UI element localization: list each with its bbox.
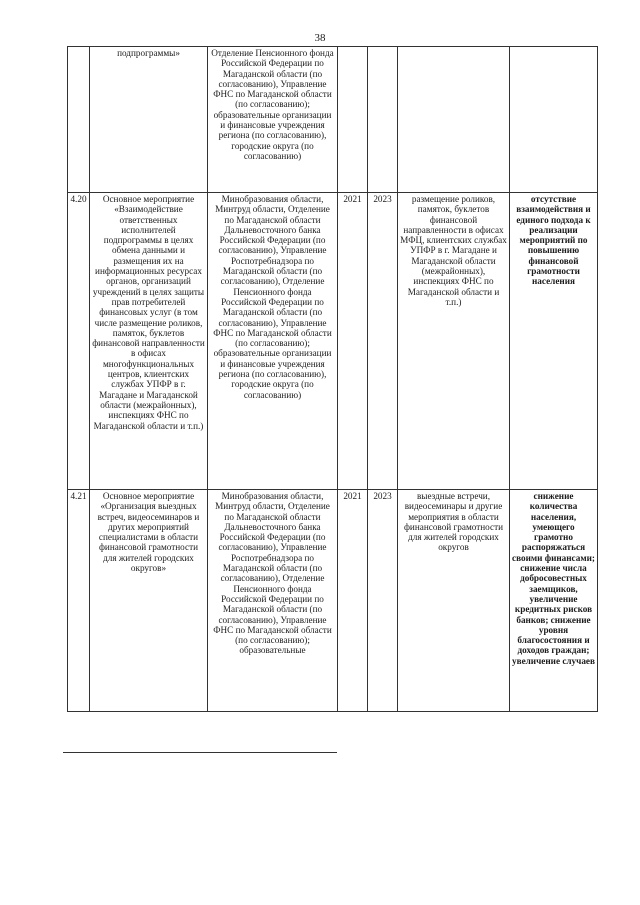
activity-directions: выездные встречи, видеосеминары и другие мероприятия в области финансовой грамотности для жителей городских округов	[398, 490, 510, 712]
end-year: 2023	[368, 490, 398, 712]
row-number: 4.21	[68, 490, 90, 712]
activity-name: Основное мероприятие «Организация выездных встреч, видеосеминаров и других мероприятий специалистами в области финансовой грамотности для жителей городских округов»	[90, 490, 208, 712]
activity-name: Основное мероприятие «Взаимодействие ответственных исполнителей подпрограммы в целях обмена данными и размещения их на информационных ресурсах органов, организаций учреждений в целях защиты прав потребителей финансовых услуг (в том числе размещение роликов, памяток, буклетов финансовой направленности в офисах многофункциональных центров, клиентских службах УПФР в г. Магадане и Магаданской области (межрайонных), инспекциях ФНС по Магаданской области и т.п.)	[90, 193, 208, 490]
activity-consequences: отсутствие взаимодействия и единого подхода к реализации мероприятий по повышению финансовой грамотности населения	[510, 193, 598, 490]
end-year: 2023	[368, 193, 398, 490]
start-year: 2021	[338, 490, 368, 712]
activity-executors: Минобразования области, Минтруд области, Отделение по Магаданской области Дальневосточного банка Российской Федерации (по согласованию), Управление Роспотребнадзора по Магаданской области (по согласованию), Отделение Пенсионного фонда Российской Федерации по Магаданской области (по согласованию), Управление ФНС по Магаданской области (по согласованию); образовательные	[208, 490, 338, 712]
activity-directions: размещение роликов, памяток, буклетов финансовой направленности в офисах МФЦ, клиентских службах УПФР в г. Магадане и Магаданской области (межрайонных), инспекциях ФНС по Магаданской области и т.п.)	[398, 193, 510, 490]
row-number: 4.20	[68, 193, 90, 490]
activity-name: подпрограммы»	[90, 47, 208, 193]
start-year: 2021	[338, 193, 368, 490]
activity-executors: Отделение Пенсионного фонда Российской Федерации по Магаданской области (по согласованию), Управление ФНС по Магаданской области (по согласованию); образовательные организации и финансовые учреждения региона (по согласованию), городские округа (по согласованию)	[208, 47, 338, 193]
activity-consequences	[510, 47, 598, 193]
table-row	[68, 193, 598, 490]
page-number: 38	[314, 32, 326, 44]
end-year	[368, 47, 398, 193]
table-row	[68, 490, 598, 712]
footnote-rule	[63, 752, 337, 753]
activity-consequences: снижение количества населения, умеющего грамотно распоряжаться своими финансами; снижение числа добросовестных заемщиков, увеличение кредитных рисков банков; снижение уровня благосостояния и доходов граждан; увеличение случаев	[510, 490, 598, 712]
table-row	[68, 47, 598, 193]
start-year	[338, 47, 368, 193]
row-number	[68, 47, 90, 193]
activity-directions	[398, 47, 510, 193]
program-activities-table	[67, 46, 598, 712]
activity-executors: Минобразования области, Минтруд области, Отделение по Магаданской области Дальневосточного банка Российской Федерации (по согласованию), Управление Роспотребнадзора по Магаданской области (по согласованию), Отделение Пенсионного фонда Российской Федерации по Магаданской области (по согласованию), Управление ФНС по Магаданской области (по согласованию); образовательные организации и финансовые учреждения региона (по согласованию), городские округа (по согласованию)	[208, 193, 338, 490]
